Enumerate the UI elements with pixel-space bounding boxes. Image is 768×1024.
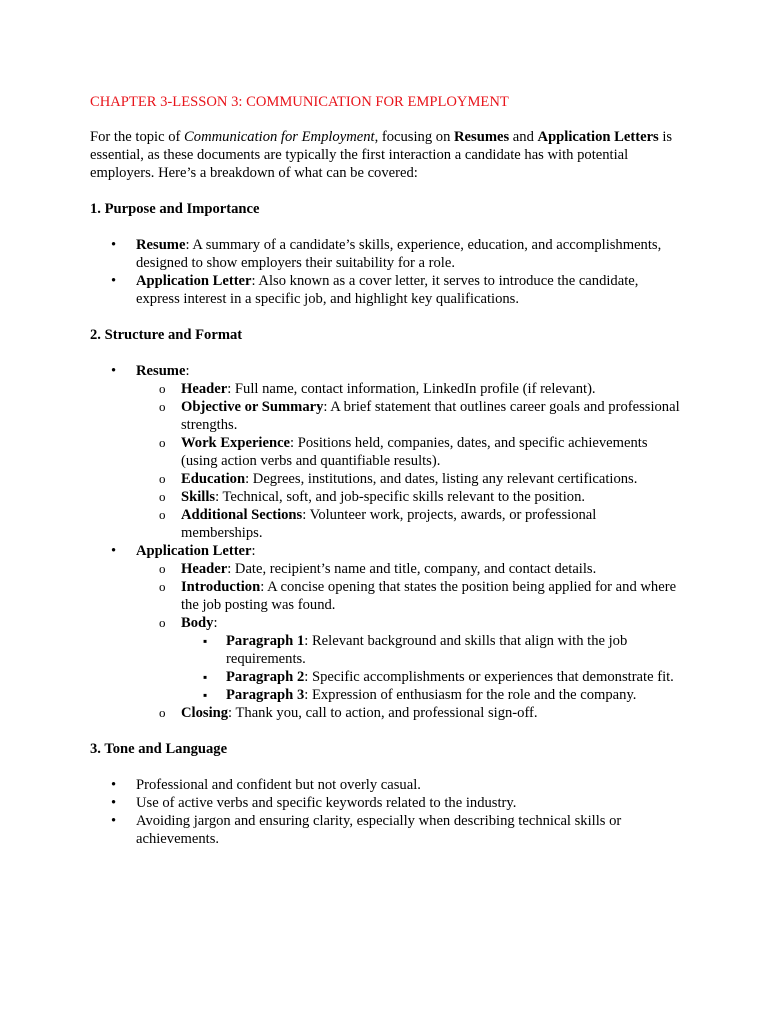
structure-list [90, 362, 680, 722]
sublist-item [136, 488, 680, 506]
item-text: : Date, recipient’s name and title, company, and contact details. [227, 561, 597, 577]
list-item: • Avoiding jargon and ensuring clarity, especially when describing technical skills or achievements. [90, 812, 680, 848]
item-text: : [251, 543, 256, 559]
item-text: : Relevant background and skills that align with the job requirements. [226, 633, 628, 667]
list-item [90, 236, 680, 272]
sublist-item [136, 704, 680, 722]
document-content [90, 93, 680, 866]
intro-text: , focusing on [374, 129, 455, 145]
sublist-item [136, 398, 680, 434]
item-term: Education [181, 471, 246, 487]
paragraph-item [181, 686, 680, 704]
item-term: Body [181, 615, 214, 631]
item-text: : Specific accomplishments or experiences that demonstrate fit. [304, 669, 674, 685]
item-text: : Positions held, companies, dates, and specific achievements (using action verbs and quantifiable results). [181, 435, 648, 469]
section-heading-purpose: 1. Purpose and Importance [90, 201, 260, 217]
letter-sublist [136, 560, 680, 722]
intro-term-resumes: Resumes [454, 129, 510, 145]
list-item-resume [90, 362, 680, 542]
chapter-title: CHAPTER 3-LESSON 3: COMMUNICATION FOR EMPLOYMENT [90, 94, 509, 110]
item-term: Objective or Summary [181, 399, 324, 415]
item-term: Closing [181, 705, 229, 721]
list-item: • Use of active verbs and specific keywords related to the industry. [90, 794, 680, 812]
sublist-item [136, 380, 680, 398]
intro-text: For the topic of [90, 129, 185, 145]
body-sublist [181, 632, 680, 704]
item-text: : Degrees, institutions, and dates, listing any relevant certifications. [245, 471, 638, 487]
item-term: Application Letter [136, 273, 252, 289]
item-text: : [185, 363, 190, 379]
section-heading-tone: 3. Tone and Language [90, 741, 228, 757]
intro-text: is essential, as these documents are typically the first interaction a candidate has with potential employers. Here’s a breakdown of what can be covered: [90, 129, 673, 181]
item-text: : Full name, contact information, LinkedIn profile (if relevant). [227, 381, 596, 397]
item-text: : A concise opening that states the position being applied for and where the job posting was found. [181, 579, 677, 613]
item-text: : A brief statement that outlines career goals and professional strengths. [181, 399, 680, 433]
item-text: : Technical, soft, and job-specific skills relevant to the position. [215, 489, 586, 505]
item-term: Work Experience [181, 435, 291, 451]
paragraph-item [181, 668, 680, 686]
item-text: : [213, 615, 218, 631]
item-term: Paragraph 3 [226, 687, 305, 703]
item-term: Additional Sections [181, 507, 303, 523]
sublist-item [136, 470, 680, 488]
section-heading-structure: 2. Structure and Format [90, 327, 243, 343]
sublist-item [136, 560, 680, 578]
item-text: : Also known as a cover letter, it serves to introduce the candidate, express interest in a specific job, and highlight key qualifications. [136, 273, 639, 307]
resume-sublist [136, 380, 680, 542]
item-term: Paragraph 1 [226, 633, 305, 649]
item-term: Application Letter [136, 543, 252, 559]
intro-paragraph [90, 128, 680, 182]
list-item-application-letter [90, 542, 680, 722]
paragraph-item [181, 632, 680, 668]
item-text: : A summary of a candidate’s skills, experience, education, and accomplishments, designed to show employers their suitability for a role. [136, 237, 662, 271]
item-term: Paragraph 2 [226, 669, 305, 685]
purpose-list [90, 236, 680, 308]
intro-topic: Communication for Employment [184, 129, 375, 145]
item-term: Introduction [181, 579, 261, 595]
item-term: Skills [181, 489, 216, 505]
item-term: Resume [136, 237, 186, 253]
tone-list [90, 776, 680, 848]
sublist-item [136, 434, 680, 470]
item-term: Header [181, 561, 228, 577]
sublist-item [136, 614, 680, 704]
intro-term-letters: Application Letters [537, 129, 659, 145]
item-text: : Expression of enthusiasm for the role and the company. [304, 687, 637, 703]
item-term: Resume [136, 363, 186, 379]
item-text: : Thank you, call to action, and professional sign-off. [228, 705, 538, 721]
list-item: • Professional and confident but not overly casual. [90, 776, 680, 794]
list-item [90, 272, 680, 308]
sublist-item [136, 506, 680, 542]
intro-text: and [509, 129, 538, 145]
sublist-item [136, 578, 680, 614]
item-text: : Volunteer work, projects, awards, or professional memberships. [181, 507, 597, 541]
item-term: Header [181, 381, 228, 397]
